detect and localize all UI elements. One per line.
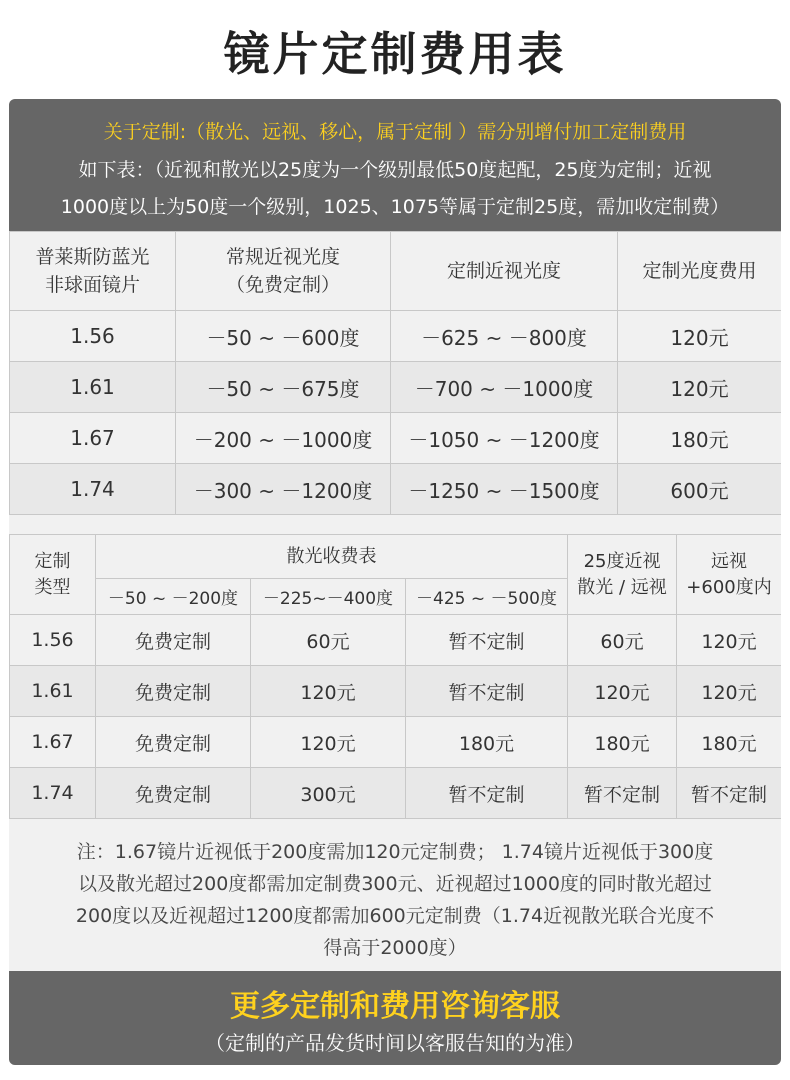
intro-text-line: 1000度以上为50度一个级别，1025、1075等属于定制25度，需加收定制费） xyxy=(60,196,730,218)
table-row xyxy=(10,666,782,717)
header-range-1: －50 ~ －200度 xyxy=(96,579,251,615)
note-line: 得高于2000度） xyxy=(323,937,467,959)
25-degree-fee: 120元 xyxy=(568,666,677,717)
note-line: 注：1.67镜片近视低于200度需加120元定制费； 1.74镜片近视低于300度 xyxy=(76,841,714,863)
range-2-fee: 120元 xyxy=(251,717,406,768)
astigmatism-fee-table xyxy=(9,534,781,819)
regular-range: －50 ~ －675度 xyxy=(176,362,391,413)
regular-range: －50 ~ －600度 xyxy=(176,311,391,362)
price-card xyxy=(9,99,781,1065)
range-1-fee: 免费定制 xyxy=(96,615,251,666)
intro-text-line: 如下表：（近视和散光以25度为一个级别最低50度起配，25度为定制；近视 xyxy=(78,159,712,181)
header-astigmatism: 散光收费表 xyxy=(96,535,568,579)
header-custom-fee: 定制光度费用 xyxy=(618,232,782,311)
25-degree-fee: 暂不定制 xyxy=(568,768,677,819)
regular-range: －300 ~ －1200度 xyxy=(176,464,391,515)
range-2-fee: 60元 xyxy=(251,615,406,666)
table-row xyxy=(10,362,782,413)
custom-range: －1050 ~ －1200度 xyxy=(391,413,618,464)
header-custom-power: 定制近视光度 xyxy=(391,232,618,311)
lens-index: 1.67 xyxy=(10,717,96,768)
range-3-fee: 暂不定制 xyxy=(406,615,568,666)
custom-fee: 120元 xyxy=(618,362,782,413)
range-2-fee: 120元 xyxy=(251,666,406,717)
range-1-fee: 免费定制 xyxy=(96,666,251,717)
custom-range: －1250 ~ －1500度 xyxy=(391,464,618,515)
lens-index: 1.61 xyxy=(10,362,176,413)
lens-index: 1.74 xyxy=(10,464,176,515)
hyperopia-fee: 暂不定制 xyxy=(677,768,781,819)
header-lens: 普莱斯防蓝光 非球面镜片 xyxy=(10,232,176,311)
header-range-2: －225~－400度 xyxy=(251,579,406,615)
lens-index: 1.56 xyxy=(10,615,96,666)
regular-range: －200 ~ －1000度 xyxy=(176,413,391,464)
25-degree-fee: 180元 xyxy=(568,717,677,768)
range-3-fee: 暂不定制 xyxy=(406,768,568,819)
custom-range: －700 ~ －1000度 xyxy=(391,362,618,413)
table-row xyxy=(10,768,782,819)
myopia-fee-table xyxy=(9,231,781,515)
hyperopia-fee: 120元 xyxy=(677,666,781,717)
lens-index: 1.56 xyxy=(10,311,176,362)
intro-banner xyxy=(9,99,781,231)
range-2-fee: 300元 xyxy=(251,768,406,819)
header-regular-power: 常规近视光度 （免费定制） xyxy=(176,232,391,311)
footer-banner xyxy=(9,971,781,1065)
note-line: 200度以及近视超过1200度都需加600元定制费（1.74近视散光联合光度不 xyxy=(75,905,715,927)
table-row xyxy=(10,717,782,768)
hyperopia-fee: 180元 xyxy=(677,717,781,768)
header-custom-type: 定制 类型 xyxy=(10,535,96,615)
range-1-fee: 免费定制 xyxy=(96,717,251,768)
note-text xyxy=(9,830,781,970)
table-header-row xyxy=(10,232,782,311)
custom-fee: 600元 xyxy=(618,464,782,515)
table-row xyxy=(10,413,782,464)
custom-range: －625 ~ －800度 xyxy=(391,311,618,362)
table-header-row xyxy=(10,535,782,579)
range-3-fee: 180元 xyxy=(406,717,568,768)
custom-fee: 180元 xyxy=(618,413,782,464)
note-line: 以及散光超过200度都需加定制费300元、近视超过1000度的同时散光超过 xyxy=(78,873,712,895)
header-range-3: －425 ~ －500度 xyxy=(406,579,568,615)
shipping-note: （定制的产品发货时间以客服告知的为准） xyxy=(205,1031,585,1055)
page-title: 镜片定制费用表 xyxy=(223,27,567,81)
range-1-fee: 免费定制 xyxy=(96,768,251,819)
table-row xyxy=(10,311,782,362)
consult-service-cta: 更多定制和费用咨询客服 xyxy=(230,989,560,1024)
table-row xyxy=(10,464,782,515)
range-3-fee: 暂不定制 xyxy=(406,666,568,717)
25-degree-fee: 60元 xyxy=(568,615,677,666)
header-hyperopia: 远视 +600度内 xyxy=(677,535,781,615)
header-25-degree: 25度近视 散光 / 远视 xyxy=(568,535,677,615)
lens-index: 1.61 xyxy=(10,666,96,717)
lens-index: 1.74 xyxy=(10,768,96,819)
custom-fee: 120元 xyxy=(618,311,782,362)
hyperopia-fee: 120元 xyxy=(677,615,781,666)
lens-index: 1.67 xyxy=(10,413,176,464)
table-row xyxy=(10,615,782,666)
intro-highlight: 关于定制:（散光、远视、移心，属于定制 ）需分别增付加工定制费用 xyxy=(103,121,687,143)
